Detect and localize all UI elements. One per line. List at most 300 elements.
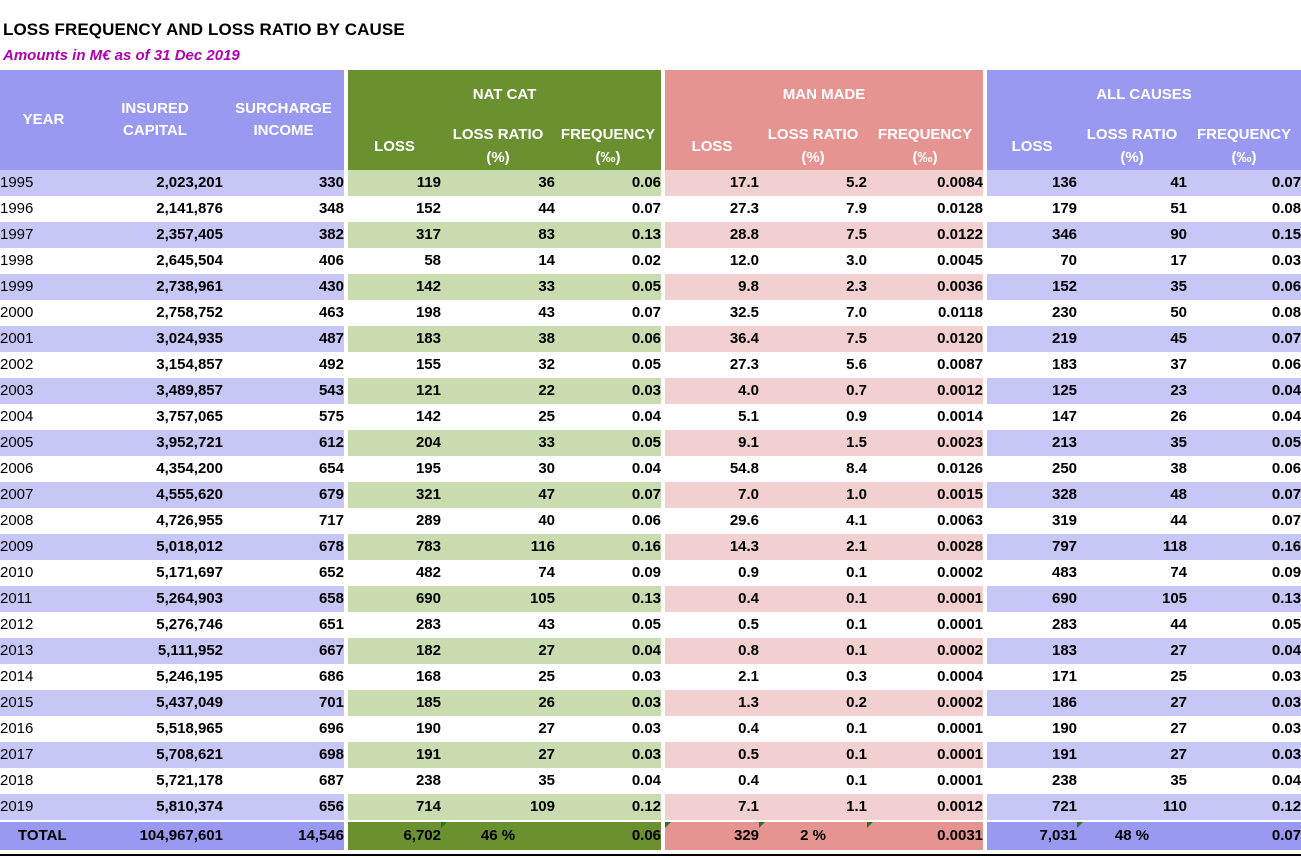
cell-insured-capital: 5,276,746: [156, 616, 223, 633]
header-nat-loss-ratio-line2: (%): [486, 149, 510, 166]
table-row: [0, 326, 1301, 352]
cell-insured-capital: 5,111,952: [87, 638, 223, 664]
cell-all-loss-ratio: 35: [1170, 772, 1188, 789]
cell-man-loss-ratio: 0.9: [846, 408, 868, 425]
cell-nat-frequency: 0.04: [555, 638, 663, 664]
cell-year: 2013: [0, 638, 87, 664]
total-cell-nat-frequency: 0.06: [555, 821, 663, 850]
cell-nat-frequency: 0.04: [631, 408, 662, 425]
cell-all-loss: 328: [985, 482, 1077, 508]
table-row: [0, 586, 1301, 612]
header-surcharge-income-line2: INCOME: [253, 122, 314, 139]
cell-surcharge-income: 654: [318, 460, 344, 477]
cell-man-loss: 27.3: [663, 196, 759, 222]
cell-man-frequency: 0.0028: [867, 534, 985, 560]
cell-man-loss-ratio: 2.3: [759, 274, 867, 300]
cell-nat-loss: 783: [346, 534, 441, 560]
cell-nat-frequency: 0.05: [631, 616, 662, 633]
cell-insured-capital: 2,141,876: [156, 200, 223, 217]
cell-all-loss-ratio: 27: [1170, 720, 1188, 737]
table-row: [0, 768, 1301, 794]
cell-man-frequency: 0.0126: [937, 460, 984, 477]
cell-all-frequency: 0.06: [1271, 460, 1301, 477]
cell-all-frequency: 0.03: [1271, 252, 1301, 269]
cell-all-loss-ratio: 51: [1170, 200, 1188, 217]
cell-all-loss: 183: [985, 352, 1077, 378]
cell-all-loss-ratio: 26: [1170, 408, 1188, 425]
cell-surcharge-income: 430: [223, 274, 346, 300]
cell-nat-loss-ratio: 33: [441, 430, 555, 456]
cell-man-frequency: 0.0014: [937, 408, 984, 425]
cell-all-loss: 690: [985, 586, 1077, 612]
cell-nat-frequency: 0.07: [631, 200, 662, 217]
cell-nat-loss: 198: [346, 300, 441, 326]
cell-nat-loss: 195: [346, 456, 441, 482]
cell-insured-capital: 5,264,903: [87, 586, 223, 612]
cell-nat-loss: 714: [346, 794, 441, 821]
cell-all-loss-ratio: 23: [1077, 378, 1187, 404]
cell-nat-loss-ratio: 105: [441, 586, 555, 612]
cell-year: 2018: [0, 772, 34, 789]
total-cell-nat-loss: 6,702: [346, 821, 441, 850]
table-body: [0, 170, 1301, 850]
cell-nat-loss-ratio: 43: [538, 616, 555, 633]
cell-nat-loss-ratio: 27: [441, 742, 555, 768]
cell-man-loss-ratio: 5.6: [846, 356, 868, 373]
cell-all-loss: 483: [985, 560, 1077, 586]
cell-nat-loss-ratio: 74: [538, 564, 555, 581]
total-cell-all-loss: 7,031: [985, 821, 1077, 850]
page-title: LOSS FREQUENCY AND LOSS RATIO BY CAUSE: [3, 20, 405, 39]
cell-year: 1998: [0, 252, 34, 269]
cell-nat-loss: 142: [346, 274, 441, 300]
cell-man-loss: 0.9: [663, 560, 759, 586]
table-row: [0, 612, 1301, 638]
cell-all-frequency: 0.07: [1187, 482, 1301, 508]
header-man-loss: LOSS: [663, 122, 759, 170]
cell-man-loss: 0.5: [663, 612, 759, 638]
cell-nat-loss: 690: [346, 586, 441, 612]
cell-man-loss: 9.1: [663, 430, 759, 456]
total-cell-all-frequency: 0.07: [1187, 821, 1301, 850]
cell-all-frequency: 0.12: [1187, 794, 1301, 821]
cell-all-loss: 219: [985, 326, 1077, 352]
cell-man-loss-ratio: 7.5: [759, 222, 867, 248]
total-cell-man-frequency: 0.0031: [867, 821, 985, 850]
cell-nat-loss-ratio: 116: [441, 534, 555, 560]
cell-surcharge-income: 330: [223, 170, 346, 196]
cell-man-loss-ratio: 0.1: [846, 564, 868, 581]
cell-all-frequency: 0.04: [1187, 378, 1301, 404]
cell-man-loss: 29.6: [663, 508, 759, 534]
table-row: [0, 794, 1301, 821]
cell-nat-loss: 190: [346, 716, 441, 742]
cell-man-loss: 4.0: [663, 378, 759, 404]
cell-surcharge-income: 543: [223, 378, 346, 404]
cell-nat-loss: 58: [346, 248, 441, 274]
cell-man-loss: 5.1: [663, 404, 759, 430]
cell-nat-loss-ratio: 40: [538, 512, 555, 529]
cell-man-frequency: 0.0128: [937, 200, 984, 217]
header-all-loss: LOSS: [985, 122, 1077, 170]
header-insured-capital-line1: INSURED: [121, 100, 189, 117]
cell-year: 2011: [0, 586, 87, 612]
cell-man-loss-ratio: 0.1: [759, 742, 867, 768]
cell-surcharge-income: 678: [223, 534, 346, 560]
cell-nat-frequency: 0.05: [631, 356, 662, 373]
total-cell-man-loss-ratio: 2 %: [759, 821, 867, 850]
cell-nat-loss-ratio: 25: [538, 668, 555, 685]
cell-surcharge-income: 698: [223, 742, 346, 768]
cell-all-loss: 136: [985, 170, 1077, 196]
cell-all-loss-ratio: 50: [1170, 304, 1188, 321]
cell-year: 1996: [0, 200, 34, 217]
cell-man-frequency: 0.0004: [937, 668, 984, 685]
table-row: [0, 378, 1301, 404]
header-all-loss-ratio: [1077, 122, 1187, 170]
header-year: YEAR: [0, 70, 87, 170]
header-nat-loss-ratio-line1: LOSS RATIO: [452, 126, 544, 143]
cell-nat-loss-ratio: 83: [441, 222, 555, 248]
cell-all-frequency: 0.05: [1187, 430, 1301, 456]
cell-all-frequency: 0.06: [1187, 274, 1301, 300]
cell-all-loss: 250: [985, 456, 1077, 482]
cell-all-loss: 797: [985, 534, 1077, 560]
cell-insured-capital: 5,518,965: [156, 720, 223, 737]
cell-year: 2009: [0, 534, 87, 560]
cell-all-frequency: 0.04: [1271, 408, 1301, 425]
cell-surcharge-income: 696: [318, 720, 344, 737]
cell-nat-loss-ratio: 27: [441, 638, 555, 664]
cell-nat-frequency: 0.06: [555, 170, 663, 196]
cell-all-loss: 171: [985, 664, 1077, 690]
cell-man-loss-ratio: 5.2: [759, 170, 867, 196]
cell-insured-capital: 3,154,857: [156, 356, 223, 373]
cell-man-frequency: 0.0012: [867, 378, 985, 404]
cell-all-loss-ratio: 25: [1170, 668, 1188, 685]
table-row: [0, 638, 1301, 664]
cell-all-loss: 183: [985, 638, 1077, 664]
cell-man-loss: 28.8: [663, 222, 759, 248]
cell-man-loss: 7.1: [663, 794, 759, 821]
cell-nat-frequency: 0.13: [555, 222, 663, 248]
cell-nat-loss-ratio: 27: [538, 720, 555, 737]
cell-nat-frequency: 0.13: [555, 586, 663, 612]
cell-all-loss: 283: [985, 612, 1077, 638]
cell-nat-frequency: 0.06: [555, 326, 663, 352]
header-all-causes: ALL CAUSES: [985, 70, 1301, 122]
header-all-loss-ratio-line2: (%): [1120, 149, 1144, 166]
cell-nat-loss-ratio: 44: [538, 200, 555, 217]
cell-all-frequency: 0.03: [1271, 720, 1301, 737]
cell-all-loss-ratio: 74: [1170, 564, 1188, 581]
cell-all-loss: 346: [985, 222, 1077, 248]
cell-all-frequency: 0.03: [1187, 742, 1301, 768]
cell-all-loss-ratio: 44: [1170, 512, 1188, 529]
cell-man-loss-ratio: 7.0: [846, 304, 868, 321]
table-row: [0, 196, 1301, 222]
cell-man-frequency: 0.0012: [867, 794, 985, 821]
cell-man-frequency: 0.0001: [937, 720, 984, 737]
cell-nat-loss-ratio: 36: [441, 170, 555, 196]
table-row: [0, 274, 1301, 300]
cell-nat-loss-ratio: 33: [441, 274, 555, 300]
table-row: [0, 430, 1301, 456]
cell-nat-frequency: 0.03: [631, 720, 662, 737]
total-cell-nat-loss-ratio: 46 %: [441, 821, 555, 850]
cell-insured-capital: 5,708,621: [87, 742, 223, 768]
cell-surcharge-income: 382: [223, 222, 346, 248]
cell-nat-loss: 185: [346, 690, 441, 716]
cell-insured-capital: 5,018,012: [87, 534, 223, 560]
cell-year: 2003: [0, 378, 87, 404]
header-man-frequency-line2: (‰): [912, 149, 938, 166]
cell-surcharge-income: 717: [318, 512, 344, 529]
cell-all-loss: 721: [985, 794, 1077, 821]
cell-nat-frequency: 0.03: [555, 378, 663, 404]
cell-man-frequency: 0.0087: [937, 356, 984, 373]
header-man-loss-ratio-line1: LOSS RATIO: [767, 126, 859, 143]
total-cell-man-loss: 329: [663, 821, 759, 850]
header-nat-loss-ratio: [441, 122, 555, 170]
cell-man-loss: 1.3: [663, 690, 759, 716]
cell-all-loss-ratio: 27: [1077, 742, 1187, 768]
cell-year: 1997: [0, 222, 87, 248]
cell-insured-capital: 3,952,721: [87, 430, 223, 456]
cell-all-loss-ratio: 110: [1077, 794, 1187, 821]
cell-insured-capital: 5,810,374: [87, 794, 223, 821]
cell-man-loss-ratio: 8.4: [846, 460, 868, 477]
page-subtitle: Amounts in M€ as of 31 Dec 2019: [3, 47, 240, 64]
cell-man-loss: 2.1: [663, 664, 759, 690]
cell-all-frequency: 0.03: [1187, 690, 1301, 716]
cell-all-frequency: 0.07: [1271, 512, 1301, 529]
cell-all-loss-ratio: 45: [1077, 326, 1187, 352]
cell-surcharge-income: 348: [318, 200, 344, 217]
total-cell-surcharge-income: 14,546: [223, 821, 346, 850]
cell-man-frequency: 0.0001: [867, 742, 985, 768]
cell-nat-loss-ratio: 109: [441, 794, 555, 821]
header-all-frequency-line1: FREQUENCY: [1196, 126, 1292, 143]
cell-all-frequency: 0.07: [1187, 326, 1301, 352]
header-all-loss-ratio-line1: LOSS RATIO: [1086, 126, 1178, 143]
cell-all-loss: 125: [985, 378, 1077, 404]
cell-all-frequency: 0.09: [1271, 564, 1301, 581]
cell-surcharge-income: 463: [318, 304, 344, 321]
cell-insured-capital: 4,726,955: [156, 512, 223, 529]
cell-all-frequency: 0.13: [1187, 586, 1301, 612]
cell-man-loss: 12.0: [663, 248, 759, 274]
cell-year: 1995: [0, 170, 87, 196]
table-row: [0, 222, 1301, 248]
cell-surcharge-income: 679: [223, 482, 346, 508]
total-cell-year: TOTAL: [0, 821, 87, 850]
header-nat-loss: LOSS: [346, 122, 441, 170]
cell-insured-capital: 3,757,065: [156, 408, 223, 425]
header-surcharge-income-line1: SURCHARGE: [235, 100, 332, 117]
table-row: [0, 248, 1301, 274]
cell-man-loss-ratio: 0.3: [846, 668, 868, 685]
cell-year: 2016: [0, 720, 34, 737]
cell-man-frequency: 0.0084: [867, 170, 985, 196]
cell-man-loss-ratio: 0.1: [846, 772, 868, 789]
cell-all-frequency: 0.08: [1271, 200, 1301, 217]
table-row: [0, 742, 1301, 768]
cell-nat-loss-ratio: 38: [441, 326, 555, 352]
cell-man-loss-ratio: 7.9: [846, 200, 868, 217]
cell-man-frequency: 0.0045: [937, 252, 984, 269]
cell-all-loss: 230: [985, 300, 1077, 326]
cell-man-frequency: 0.0122: [867, 222, 985, 248]
cell-man-frequency: 0.0002: [867, 690, 985, 716]
cell-all-loss-ratio: 90: [1077, 222, 1187, 248]
cell-man-loss-ratio: 3.0: [846, 252, 868, 269]
cell-insured-capital: 3,489,857: [87, 378, 223, 404]
cell-man-loss: 32.5: [663, 300, 759, 326]
cell-man-frequency: 0.0036: [867, 274, 985, 300]
cell-man-loss: 0.4: [663, 586, 759, 612]
cell-man-loss: 0.4: [663, 716, 759, 742]
cell-man-loss: 9.8: [663, 274, 759, 300]
cell-nat-loss: 191: [346, 742, 441, 768]
cell-insured-capital: 5,721,178: [156, 772, 223, 789]
cell-all-loss-ratio: 41: [1077, 170, 1187, 196]
cell-man-loss-ratio: 0.1: [759, 638, 867, 664]
cell-man-loss: 0.8: [663, 638, 759, 664]
cell-insured-capital: 4,555,620: [87, 482, 223, 508]
cell-surcharge-income: 652: [318, 564, 344, 581]
cell-nat-loss: 238: [346, 768, 441, 794]
table-row: [0, 170, 1301, 196]
table-row: [0, 560, 1301, 586]
cell-year: 2010: [0, 564, 34, 581]
cell-insured-capital: 5,171,697: [156, 564, 223, 581]
cell-nat-frequency: 0.07: [555, 482, 663, 508]
cell-man-frequency: 0.0002: [867, 638, 985, 664]
cell-man-loss: 27.3: [663, 352, 759, 378]
cell-nat-loss-ratio: 43: [538, 304, 555, 321]
cell-surcharge-income: 487: [223, 326, 346, 352]
cell-all-loss: 190: [985, 716, 1077, 742]
header-man-loss-ratio-line2: (%): [801, 149, 825, 166]
cell-all-loss-ratio: 27: [1077, 690, 1187, 716]
cell-all-loss: 147: [985, 404, 1077, 430]
bottom-border: [0, 854, 1301, 856]
cell-surcharge-income: 687: [318, 772, 344, 789]
cell-insured-capital: 2,357,405: [87, 222, 223, 248]
cell-nat-loss: 204: [346, 430, 441, 456]
cell-nat-loss-ratio: 35: [538, 772, 555, 789]
cell-nat-frequency: 0.06: [631, 512, 662, 529]
header-man-frequency: [867, 122, 985, 170]
cell-man-loss-ratio: 0.2: [759, 690, 867, 716]
cell-man-loss: 17.1: [663, 170, 759, 196]
table-row: [0, 690, 1301, 716]
cell-all-loss-ratio: 17: [1170, 252, 1188, 269]
cell-man-loss: 0.5: [663, 742, 759, 768]
cell-all-frequency: 0.04: [1271, 772, 1301, 789]
cell-man-loss-ratio: 0.7: [759, 378, 867, 404]
cell-man-frequency: 0.0001: [937, 616, 984, 633]
cell-nat-frequency: 0.09: [631, 564, 662, 581]
cell-nat-loss-ratio: 47: [441, 482, 555, 508]
cell-nat-loss: 183: [346, 326, 441, 352]
cell-year: 2006: [0, 460, 34, 477]
cell-nat-loss: 289: [346, 508, 441, 534]
cell-nat-frequency: 0.04: [631, 772, 662, 789]
cell-year: 2019: [0, 794, 87, 821]
table-row: [0, 716, 1301, 742]
cell-man-loss-ratio: 0.1: [846, 720, 868, 737]
cell-all-loss: 152: [985, 274, 1077, 300]
cell-all-loss-ratio: 27: [1077, 638, 1187, 664]
cell-all-frequency: 0.05: [1271, 616, 1301, 633]
header-man-loss-ratio: [759, 122, 867, 170]
header-nat-frequency-line1: FREQUENCY: [560, 126, 656, 143]
header-nat-frequency: [555, 122, 663, 170]
cell-nat-frequency: 0.03: [555, 690, 663, 716]
cell-year: 1999: [0, 274, 87, 300]
cell-man-loss: 54.8: [663, 456, 759, 482]
cell-all-loss-ratio: 48: [1077, 482, 1187, 508]
cell-man-loss: 14.3: [663, 534, 759, 560]
cell-nat-loss: 317: [346, 222, 441, 248]
cell-all-frequency: 0.15: [1187, 222, 1301, 248]
cell-surcharge-income: 667: [223, 638, 346, 664]
cell-all-loss: 319: [985, 508, 1077, 534]
table-row: [0, 508, 1301, 534]
header-insured-capital-line2: CAPITAL: [123, 122, 187, 139]
cell-nat-frequency: 0.12: [555, 794, 663, 821]
cell-nat-loss-ratio: 22: [441, 378, 555, 404]
header-insured-capital: [87, 70, 223, 170]
cell-man-loss-ratio: 1.0: [759, 482, 867, 508]
cell-nat-loss-ratio: 14: [538, 252, 555, 269]
cell-year: 2008: [0, 512, 34, 529]
cell-man-loss: 0.4: [663, 768, 759, 794]
header-all-frequency: [1187, 122, 1301, 170]
cell-nat-frequency: 0.05: [555, 274, 663, 300]
cell-man-loss-ratio: 1.1: [759, 794, 867, 821]
cell-all-loss: 238: [985, 768, 1077, 794]
table-row: [0, 404, 1301, 430]
cell-all-frequency: 0.06: [1271, 356, 1301, 373]
cell-all-loss-ratio: 38: [1170, 460, 1188, 477]
cell-surcharge-income: 575: [318, 408, 344, 425]
header-man-frequency-line1: FREQUENCY: [877, 126, 973, 143]
total-cell-insured-capital: 104,967,601: [87, 821, 223, 850]
cell-surcharge-income: 656: [223, 794, 346, 821]
cell-man-loss: 36.4: [663, 326, 759, 352]
cell-insured-capital: 4,354,200: [156, 460, 223, 477]
cell-nat-loss: 283: [346, 612, 441, 638]
cell-year: 2002: [0, 356, 34, 373]
cell-all-loss: 70: [985, 248, 1077, 274]
cell-year: 2001: [0, 326, 87, 352]
table-row: [0, 482, 1301, 508]
cell-man-frequency: 0.0001: [867, 586, 985, 612]
cell-nat-frequency: 0.03: [631, 668, 662, 685]
cell-all-loss-ratio: 35: [1077, 430, 1187, 456]
cell-nat-frequency: 0.02: [631, 252, 662, 269]
cell-all-loss-ratio: 35: [1077, 274, 1187, 300]
cell-man-loss-ratio: 0.1: [846, 616, 868, 633]
header-nat-cat: NAT CAT: [346, 70, 663, 122]
cell-all-loss-ratio: 105: [1077, 586, 1187, 612]
cell-man-loss-ratio: 7.5: [759, 326, 867, 352]
cell-nat-loss: 321: [346, 482, 441, 508]
cell-year: 2007: [0, 482, 87, 508]
